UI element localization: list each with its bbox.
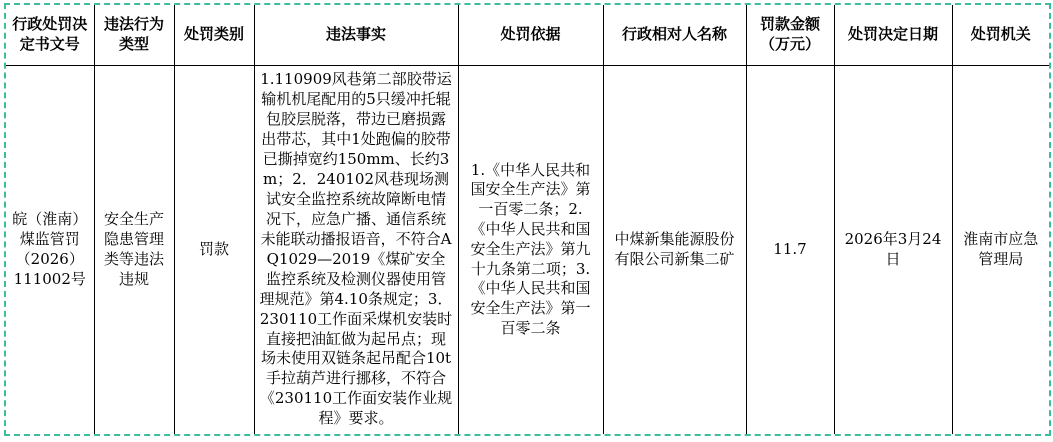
cell-fine-amount: 11.7 [746,65,834,434]
table-header-row [6,5,1049,65]
cell-violation-type: 安全生产隐患管理类等违法违规 [94,65,174,434]
cell-doc-number: 皖（淮南）煤监管罚（2026）111002号 [6,65,94,434]
col-header-doc-number: 行政处罚决定书文号 [6,5,94,65]
cell-violation-facts: 1.110909风巷第二部胶带运输机机尾配用的5只缓冲托辊包胶层脱落，带边已磨损露出带芯，其中1处跑偏的胶带已撕掉宽约150mm、长约3m；2．240102风巷现场测试安全监控系统故障断电情况下，应急广播、通信系统未能联动播报语音，不符合AQ1029—2019《煤矿安全监控系统及检测仪器使用管理规范》第4.10条规定；3．230110工作面采煤机安装时直接把油缸做为起吊点；现场未使用双链条起吊配合10t手拉葫芦进行挪移，不符合《230110工作面安装作业规程》要求。 [254,65,458,434]
penalty-table-frame [4,3,1051,436]
col-header-penalty-basis: 处罚依据 [458,5,603,65]
cell-penalty-category: 罚款 [174,65,254,434]
cell-party-name: 中煤新集能源股份有限公司新集二矿 [603,65,746,434]
cell-decision-date: 2026年3月24日 [834,65,952,434]
col-header-party-name: 行政相对人名称 [603,5,746,65]
col-header-violation-facts: 违法事实 [254,5,458,65]
col-header-penalty-category: 处罚类别 [174,5,254,65]
cell-authority: 淮南市应急管理局 [952,65,1049,434]
col-header-authority: 处罚机关 [952,5,1049,65]
col-header-decision-date: 处罚决定日期 [834,5,952,65]
col-header-violation-type: 违法行为类型 [94,5,174,65]
penalty-table [6,5,1049,434]
table-row [6,65,1049,434]
cell-penalty-basis: 1.《中华人民共和国安全生产法》第一百零二条；2.《中华人民共和国安全生产法》第九十九条第二项；3.《中华人民共和国安全生产法》第一百零二条 [458,65,603,434]
col-header-fine-amount: 罚款金额（万元） [746,5,834,65]
